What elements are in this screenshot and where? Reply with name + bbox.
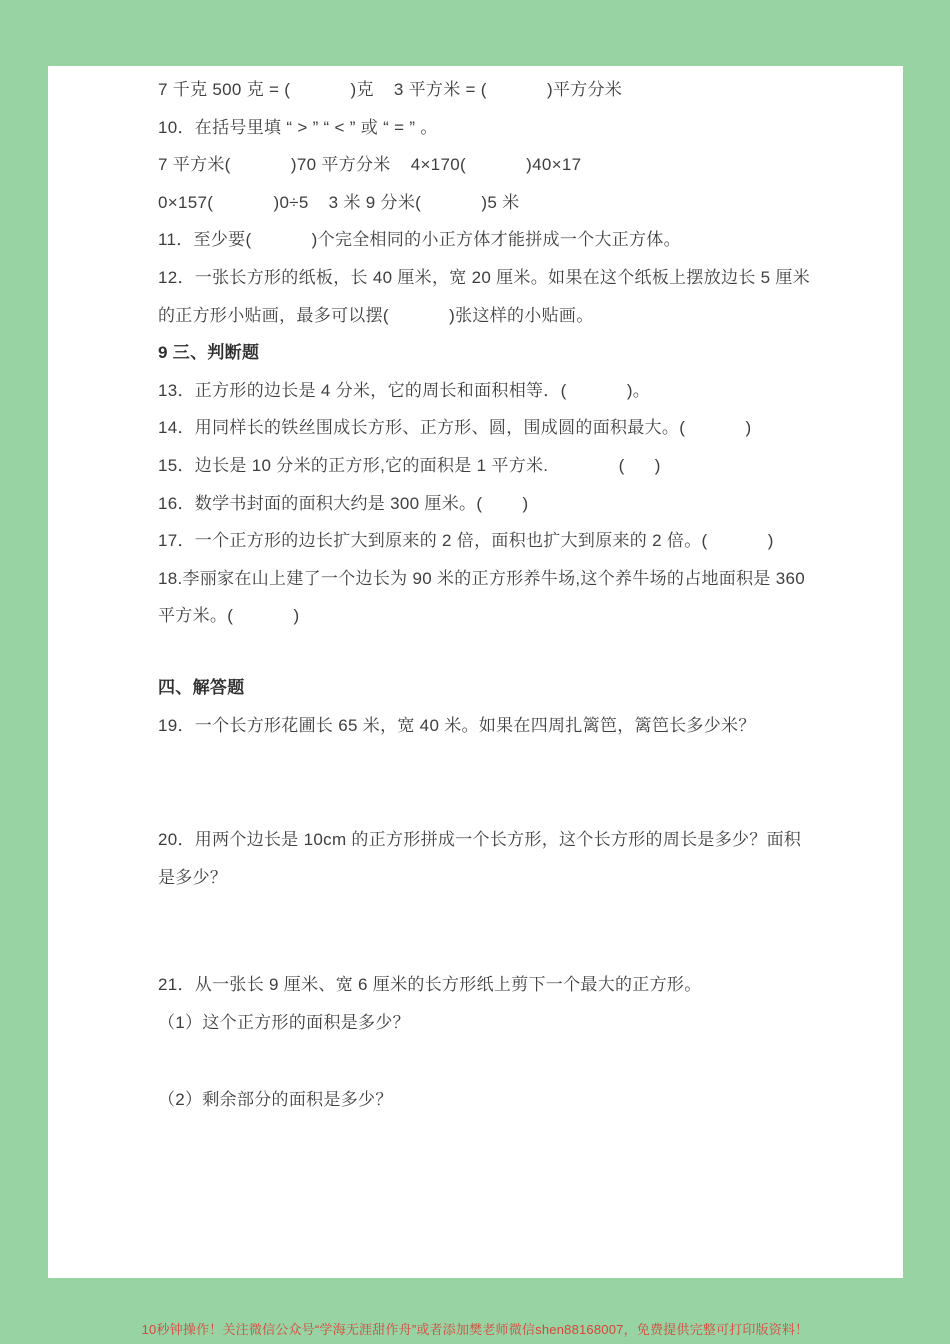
answer-space-q20 — [158, 896, 853, 966]
question-16: 16．数学书封面的面积大约是 300 厘米。( ) — [158, 493, 529, 513]
question-21-sub-2: （2）剩余部分的面积是多少？ — [158, 1090, 393, 1110]
question-21-sub-1: （1）这个正方形的面积是多少？ — [158, 1012, 410, 1032]
question-10-compare-row-2: 0×157( )0÷5 3 米 9 分米( )5 米 — [158, 192, 520, 212]
question-19: 19．一个长方形花圃长 65 米，宽 40 米。如果在四周扎篱笆，篱笆长多少米？ — [158, 715, 756, 735]
question-17: 17．一个正方形的边长扩大到原来的 2 倍，面积也扩大到原来的 2 倍。( ) — [158, 531, 774, 551]
question-20-line-1: 20．用两个边长是 10cm 的正方形拼成一个长方形，这个长方形的周长是多少？面积 — [158, 830, 802, 850]
question-12-line-1: 12．一张长方形的纸板，长 40 厘米，宽 20 厘米。如果在这个纸板上摆放边长 5 厘米 — [158, 267, 811, 287]
question-10-compare-row-1: 7 平方米( )70 平方分米 4×170( )40×17 — [158, 155, 582, 175]
question-12-line-2: 的正方形小贴画，最多可以摆( )张这样的小贴画。 — [158, 305, 594, 325]
section-header-judgment: 9 三、判断题 — [158, 343, 260, 363]
section-gap — [158, 635, 853, 669]
question-18-line-2: 平方米。( ) — [158, 606, 300, 626]
worksheet-page — [48, 66, 903, 1278]
fill-blank-line-conversion: 7 千克 500 克 = ( )克 3 平方米 = ( )平方分米 — [158, 80, 623, 99]
question-13: 13．正方形的边长是 4 分米，它的周长和面积相等．( )。 — [158, 380, 651, 400]
answer-space-q21-sub1 — [158, 1041, 853, 1081]
question-14: 14．用同样长的铁丝围成长方形、正方形、圆，围成圆的面积最大。( ) — [158, 418, 752, 438]
question-11: 11．至少要( )个完全相同的小正方体才能拼成一个大正方体。 — [158, 230, 681, 250]
question-18-line-1: 18.李丽家在山上建了一个边长为 90 米的正方形养牛场,这个养牛场的占地面积是 360 — [158, 568, 805, 588]
question-10-prompt: 10．在括号里填 “ > ” “ < ” 或 “ = ” 。 — [158, 117, 438, 137]
answer-space-q19 — [158, 744, 853, 821]
question-20-line-2: 是多少？ — [158, 867, 228, 887]
footer-promo-text: 10秒钟操作！关注微信公众号“学海无涯甜作舟”或者添加樊老师微信shen88168007，免费提供完整可打印版资料！ — [141, 1322, 809, 1337]
question-15: 15．边长是 10 分米的正方形,它的面积是 1 平方米. ( ) — [158, 455, 661, 475]
question-21: 21．从一张长 9 厘米、宽 6 厘米的长方形纸上剪下一个最大的正方形。 — [158, 975, 702, 995]
section-header-solve: 四、解答题 — [158, 677, 245, 697]
